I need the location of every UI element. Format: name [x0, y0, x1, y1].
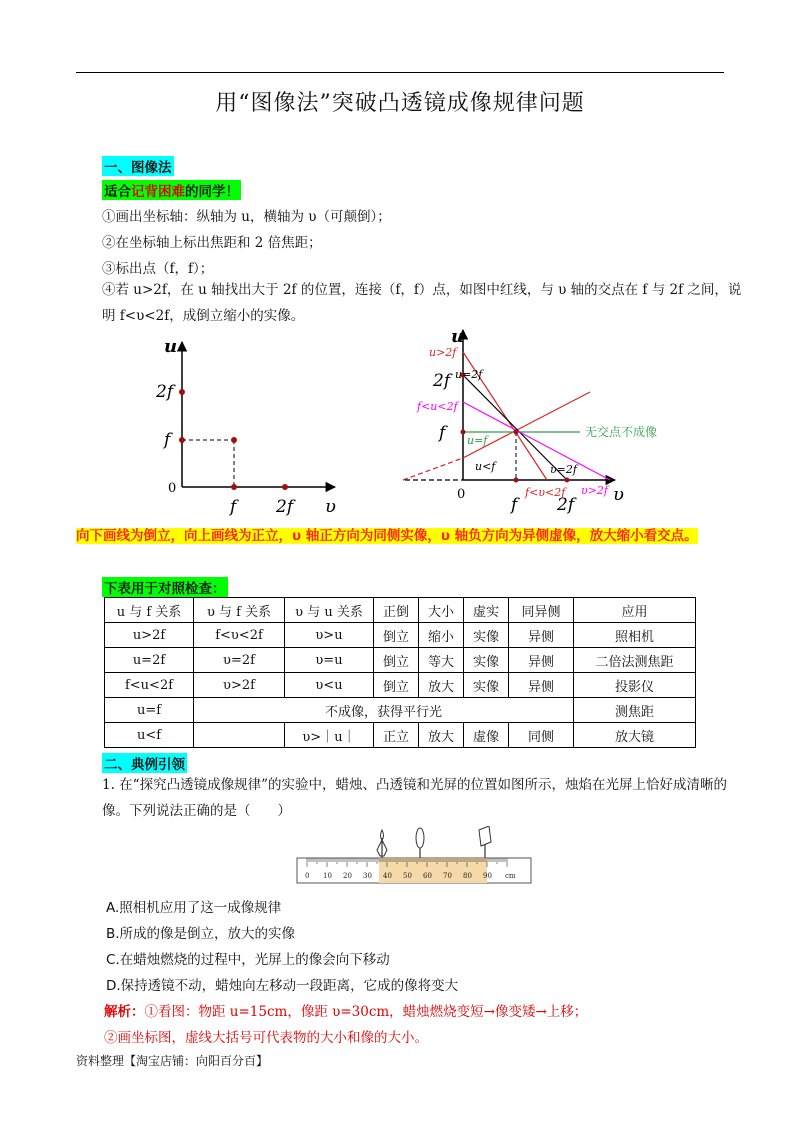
- table-cell: u=2f: [105, 648, 194, 673]
- label-f-lt-v-lt-2f: f<υ<2f: [525, 486, 566, 499]
- step-4: ④若 u>2f，在 u 轴找出大于 2f 的位置，连接（f，f）点，如图中红线，与 υ 轴的交点在 f 与 2f 之间，说明 f<υ<2f，成倒立缩小的实像。: [102, 282, 742, 324]
- x-tick-f: f: [230, 497, 237, 517]
- ruler-tick-label: 30: [363, 872, 372, 880]
- x-tick-f: f: [511, 495, 518, 515]
- table-cell: υ=u: [285, 648, 374, 673]
- table-cell: f<u<2f: [105, 673, 194, 698]
- table-cell: 倒立: [374, 623, 419, 648]
- table-header-row: [105, 598, 696, 623]
- table-cell: 虚像: [464, 723, 509, 748]
- point-2f-u: [179, 389, 185, 395]
- subtitle-post: 的同学！: [185, 184, 239, 200]
- table-row: [105, 698, 696, 723]
- question-1: 1. 在“探究凸透镜成像规律”的实验中，蜡烛、凸透镜和光屏的位置如图所示，烛焰在光屏上恰好成清晰的像。下列说法正确的是（ ）: [102, 777, 727, 819]
- step-1: ①画出坐标轴：纵轴为 u，横轴为 υ（可颠倒）；: [102, 209, 391, 225]
- label-u-eq-2f: u=2f: [455, 368, 483, 381]
- u-axis-label: u: [451, 326, 465, 347]
- y-tick-f: f: [439, 423, 446, 443]
- ruler-tick-label: 10: [323, 872, 332, 880]
- graph-basic: [150, 330, 350, 520]
- light-screen-icon: [479, 826, 491, 846]
- table-row: [105, 648, 696, 673]
- table-cell: 倒立: [374, 673, 419, 698]
- subtitle-pre: 适合: [104, 184, 131, 200]
- table-cell: 缩小: [419, 623, 464, 648]
- rule-note-text: 向下画线为倒立，向上画线为正立，υ 轴正方向为同侧实像，υ 轴负方向为异侧虚像，放大缩小看交点。: [76, 528, 698, 544]
- point-f-u: [461, 430, 466, 435]
- table-cell: 二倍法测焦距: [574, 648, 696, 673]
- table-cell-merged: 不成像，获得平行光: [194, 698, 574, 723]
- table-cell: 实像: [464, 648, 509, 673]
- table-row: [105, 723, 696, 748]
- table-cell: 照相机: [574, 623, 696, 648]
- table-cell: υ<u: [285, 673, 374, 698]
- option-d: D.保持透镜不动，蜡烛向左移动一段距离，它成的像将变大: [106, 978, 459, 994]
- table-header: 正倒: [374, 598, 419, 623]
- table-cell: 倒立: [374, 648, 419, 673]
- analysis-line-2: ②画坐标图，虚线大括号可代表物的大小和像的大小。: [104, 1030, 428, 1046]
- table-header: 虚实: [464, 598, 509, 623]
- table-cell: 实像: [464, 623, 509, 648]
- line-virtual-extension: [403, 458, 463, 480]
- point-f-v: [231, 484, 237, 490]
- table-cell: 同侧: [509, 723, 574, 748]
- option-a: A.照相机应用了这一成像规律: [106, 900, 282, 916]
- table-cell: 放大镜: [574, 723, 696, 748]
- point-2f-v: [282, 484, 288, 490]
- ruler-tick-label: 60: [423, 872, 432, 880]
- check-label: 下表用于对照检查：: [102, 577, 228, 597]
- point-f-v: [514, 478, 519, 483]
- analysis-line-1: [104, 1000, 587, 1020]
- table-header: υ 与 u 关系: [285, 598, 374, 623]
- point-f-u: [179, 437, 185, 443]
- ruler-tick-label: 90: [483, 872, 492, 880]
- optical-bench-figure: [295, 826, 535, 888]
- analysis-text-1: ①看图：物距 u=15cm，像距 υ=30cm，蜡烛燃烧变短→像变矮→上移；: [144, 1004, 588, 1020]
- v-axis-label: υ: [325, 496, 336, 517]
- label-v-gt-2f: υ>2f: [581, 484, 608, 497]
- table-header: 大小: [419, 598, 464, 623]
- origin-label: 0: [168, 481, 177, 496]
- analysis-label: 解析：: [104, 1004, 145, 1020]
- table-cell: 异侧: [509, 623, 574, 648]
- point-2f-v: [565, 478, 570, 483]
- table-header: 应用: [574, 598, 696, 623]
- table-cell: [194, 723, 285, 748]
- ruler-tick-label: 70: [443, 872, 452, 880]
- convex-lens-icon: [416, 828, 424, 848]
- table-cell: u>2f: [105, 623, 194, 648]
- ruler-tick-label: cm: [505, 872, 516, 880]
- label-no-image: 无交点不成像: [585, 425, 658, 439]
- table-cell: 正立: [374, 723, 419, 748]
- table-row: [105, 673, 696, 698]
- label-u-gt-2f: u>2f: [429, 346, 457, 359]
- table-header: u 与 f 关系: [105, 598, 194, 623]
- option-b: B.所成的像是倒立，放大的实像: [106, 926, 296, 942]
- label-f-lt-u-lt-2f: f<u<2f: [417, 400, 458, 413]
- label-v-eq-2f: υ=2f: [550, 463, 577, 476]
- origin-label: 0: [457, 487, 466, 502]
- step-2: ②在坐标轴上标出焦距和 2 倍焦距；: [102, 235, 322, 251]
- u-axis-label: u: [164, 336, 178, 357]
- table-cell: 测焦距: [574, 698, 696, 723]
- table-cell: υ>｜u｜: [285, 723, 374, 748]
- ruler-tick-label: 80: [463, 872, 472, 880]
- section2-heading: 二、典例引领: [102, 753, 187, 773]
- v-axis-label: υ: [613, 484, 624, 505]
- graph-imaging-rules: [395, 320, 715, 525]
- section1-subtitle: [102, 180, 241, 200]
- top-rule: [76, 72, 724, 73]
- x-tick-2f: 2f: [557, 495, 575, 515]
- table-cell: u=f: [105, 698, 194, 723]
- table-cell: υ>u: [285, 623, 374, 648]
- table-cell: 等大: [419, 648, 464, 673]
- subtitle-red: 记背困难: [131, 184, 185, 200]
- table-cell: 放大: [419, 673, 464, 698]
- point-f-f: [514, 430, 519, 435]
- table-row: [105, 623, 696, 648]
- ruler-tick-label: 20: [343, 872, 352, 880]
- option-c: C.在蜡烛燃烧的过程中，光屏上的像会向下移动: [106, 952, 390, 968]
- ruler-tick-label: 0: [305, 872, 310, 880]
- rule-note: [76, 523, 728, 550]
- x-tick-2f: 2f: [276, 497, 294, 517]
- label-u-eq-f: u=f: [467, 434, 488, 447]
- comparison-table: [104, 597, 696, 748]
- table-cell: 异侧: [509, 648, 574, 673]
- table-cell: 异侧: [509, 673, 574, 698]
- label-u-lt-f: u<f: [475, 460, 496, 473]
- footer: 资料整理【淘宝店铺：向阳百分百】: [76, 1054, 269, 1068]
- page-title: 用“图像法”突破凸透镜成像规律问题: [215, 91, 585, 116]
- table-cell: υ>2f: [194, 673, 285, 698]
- table-cell: 放大: [419, 723, 464, 748]
- y-tick-f: f: [164, 430, 171, 450]
- section1-heading: 一、图像法: [102, 156, 174, 176]
- table-cell: f<υ<2f: [194, 623, 285, 648]
- y-tick-2f: 2f: [433, 371, 451, 391]
- step-3: ③标出点（f，f）；: [102, 261, 214, 277]
- table-header: υ 与 f 关系: [194, 598, 285, 623]
- table-cell: u<f: [105, 723, 194, 748]
- table-cell: 实像: [464, 673, 509, 698]
- ruler-tick-label: 40: [383, 872, 392, 880]
- ruler-tick-label: 50: [403, 872, 412, 880]
- point-f-f: [231, 437, 237, 443]
- y-tick-2f: 2f: [156, 382, 174, 402]
- table-cell: υ=2f: [194, 648, 285, 673]
- table-cell: 投影仪: [574, 673, 696, 698]
- table-header: 同异侧: [509, 598, 574, 623]
